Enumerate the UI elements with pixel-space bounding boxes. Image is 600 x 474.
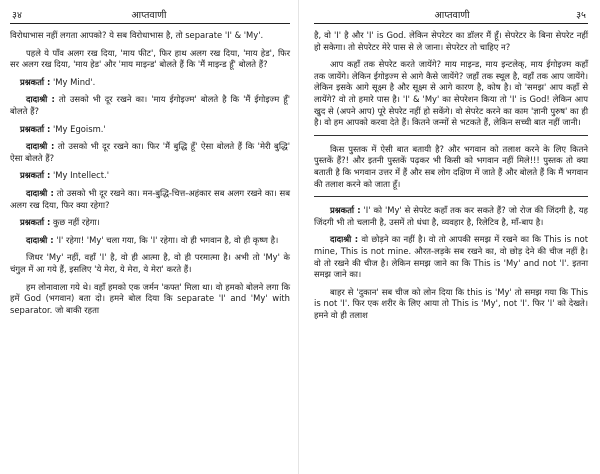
questioner-line: प्रश्नकर्ता : 'I' को 'My' से सेपरेट कहाँ तक कर सकते हैं? जो रोज की जिंदगी है, यह जिंदगी भी तो चलानी है, उसमें तो धंधा है, व्यवहार है, रिलेटिव है, माँ-बाप है। xyxy=(314,205,588,227)
dadashri-line: दादाश्री : तो उसको भी दूर रखने का। फिर 'मैं बुद्धि हूँ' ऐसा बोलते हैं कि 'मेरी बुद्धि' ऐसा बोलते हैं? xyxy=(10,141,290,163)
right-running-title: आप्तवाणी xyxy=(434,9,470,21)
paragraph: किस पुस्तक में ऐसी बात बतायी है? और भगवान को तलाश करने के लिए कितने पुस्तकें हैं?! और इतनी पुस्तकें पढ़कर भी किसी को भगवान नहीं मिले!!! पुस्तक तो क्या बताती है कि भगवान उत्तर में हैं और सब लोग दक्षिण में जाते हैं और बोलते हैं कि मैं भगवान की तलाश करने को जाता हूँ। xyxy=(314,143,588,189)
left-page xyxy=(0,0,296,474)
paragraph: जिधर 'My' नहीं, वहाँ 'I' है, वो ही आत्मा है, वो ही परमात्मा है। अभी तो 'My' के चंगुल में आ गये हैं, इसलिए 'ये मेरा, ये मेरा, ये मेरा' करते हैं। xyxy=(10,252,290,274)
right-page xyxy=(300,0,600,474)
left-page-body xyxy=(10,30,290,316)
questioner-line: प्रश्नकर्ता : कुछ नहीं रहेगा। xyxy=(20,217,100,228)
dadashri-line: दादाश्री : 'I' रहेगा! 'My' चला गया, कि 'I' रहेगा। वो ही भगवान है, वो ही कृष्ण है। xyxy=(26,234,279,245)
section-divider xyxy=(314,135,588,136)
left-page-header xyxy=(10,2,290,24)
paragraph: हम लोनावाला गये थे। वहाँ हमको एक जर्मन 'कफ्त' मिला था। वो हमको बोलने लगा कि हमें God (भगवान) बता दो। हमने बोल दिया कि separate 'I' and 'My' with separator. जो बाकी रहता xyxy=(10,281,290,315)
questioner-line: प्रश्नकर्ता : 'My Intellect.' xyxy=(20,170,110,181)
paragraph: विरोधाभास नहीं लगता आपको? ये सब विरोधाभास है, तो separate 'I' & 'My'. xyxy=(10,30,264,40)
paragraph: आप कहाँ तक सेपरेट करते जायेंगे? माय माइन्ड, माय इन्टलेक्, माय ईगोइज्म कहाँ तक जायेंगे। लेकिन ईगोइज्म से आगे कैसे जायेंगे? जहाँ तक स्थूल है, वहाँ तक आप जायेंगे। लेकिन इसके आगे सूक्ष्म है और सूक्ष्म से आगे कारण है, कोष है। वो 'समझ' आप कहाँ से लायेंगे? वो तो हमारे पास है। 'I' & 'My' का सेपरेशन किया तो 'I' is God! लेकिन आप खुद से (अपने आप) पूरे सेपरेट नहीं हो सकेंगे। वो सेपरेट करने का काम 'ज्ञानी पुरुष' का ही है। वो हम आपको करवा देते हैं। कितने जन्मों से भटकते हैं, लेकिन सच्ची बात नहीं जानी। xyxy=(314,59,588,128)
paragraph: बाहर से 'दुकान' सब चीज को लोन दिया कि this is 'My' तो समझ गया कि This is not 'I'. फिर एक शरीर के लिए आया तो This is 'My', not 'I'. फिर 'I' को देखते। हमने वो ही तलाश xyxy=(314,286,588,320)
questioner-line: प्रश्नकर्ता : 'My Mind'. xyxy=(20,76,96,87)
right-page-number: ३५ xyxy=(576,9,586,21)
dadashri-line: दादाश्री : वो छोड़ने का नहीं है। वो तो आपकी समझ में रखने का कि This is not mine, This is not mine. औरत-लड़के सब रखने का, वो छोड़ देने की चीज नहीं है। वो तो रखने की चीज है। लेकिन समझ जाने का कि This is 'My' and not 'I'. इतना समझ जाने का। xyxy=(314,234,588,280)
paragraph: पहले ये पाँव अलग रख दिया, 'माय फीट', फिर हाथ अलग रख दिया, 'माय हेड', फिर सर अलग रख दिया, 'माय हेड' और 'माय माइन्ड' बोलते हैं कि 'मैं माइन्ड हूँ' बोलते हैं? xyxy=(10,47,290,70)
left-running-title: आप्तवाणी xyxy=(131,9,167,21)
book-gutter xyxy=(298,0,299,474)
right-page-body xyxy=(314,30,588,321)
paragraph: है, वो 'I' है और 'I' is God. लेकिन सेपरेटर का डॉलर मैं हूँ। सेपरेटर के बिना सेपरेट नहीं हो सकेगा। तो सेपरेटर मेरे पास से ले जाना। सेपरेटर तो चाहिए न? xyxy=(314,30,588,52)
left-page-number: ३४ xyxy=(12,9,22,21)
right-page-header xyxy=(314,2,588,24)
dadashri-line: दादाश्री : तो उसको भी दूर रखने का। मन-बुद्धि-चित्त-अहंकार सब अलग रखने का। सब अलग रख दिया, फिर क्या रहेगा? xyxy=(10,187,290,210)
dadashri-line: दादाश्री : तो उसको भी दूर रखने का। 'माय ईगोइज्म' बोलते है कि 'मैं ईगोइज्म हूँ' बोलते हैं? xyxy=(10,94,290,116)
questioner-line: प्रश्नकर्ता : 'My Egoism.' xyxy=(20,123,106,134)
section-divider xyxy=(314,196,588,197)
